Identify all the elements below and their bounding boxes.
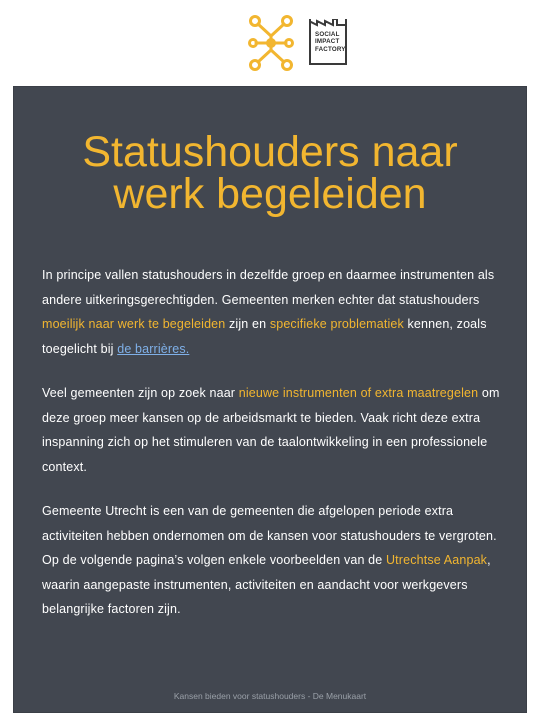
factory-roof-icon — [309, 19, 347, 27]
partner-logo-line2: IMPACT — [315, 38, 340, 46]
paragraph-3 — [42, 499, 512, 622]
molecule-icon — [248, 14, 294, 72]
content-panel — [14, 87, 526, 712]
p2-highlight-1: nieuwe instrumenten of extra maatregelen — [238, 386, 479, 400]
page-title — [14, 128, 526, 218]
p1-text-1: In principe vallen statushouders in dezelfde groep en daarmee instrumenten als andere uitkeringsgerechtigden. Gemeenten merken echter dat statushouders — [42, 268, 495, 307]
paragraph-2 — [42, 381, 512, 479]
p3-text-1: Gemeente Utrecht is een van de gemeenten die afgelopen periode extra activiteiten hebben ondernomen om de kansen voor statushouders te vergroten. Op de volgende pagina’s volgen enkele voorbeelden van de — [42, 504, 497, 567]
partner-logo-text — [315, 31, 346, 53]
social-impact-factory-logo — [309, 19, 347, 65]
p3-highlight-1: Utrechtse Aanpak — [386, 553, 488, 567]
p1-highlight-1: moeilijk naar werk te begeleiden — [42, 317, 226, 331]
title-line1: Statushouders naar — [82, 128, 458, 176]
p1-text-3: kennen, zoals toegelicht bij — [42, 317, 487, 356]
paragraph-1 — [42, 263, 512, 361]
partner-logo-line3: FACTORY — [315, 45, 346, 53]
p2-text-2: om deze groep meer kansen op de arbeidsmarkt te bieden. Vaak richt deze extra inspanning zich op het stimuleren van de taalontwikkeling in een professionele context. — [42, 386, 500, 474]
body-text — [42, 263, 512, 642]
p3-text-2: , waarin aangepaste instrumenten, activiteiten en aandacht voor werkgevers belangrijke factoren zijn. — [42, 553, 491, 616]
p2-text-1: Veel gemeenten zijn op zoek naar — [42, 386, 239, 400]
barrieres-link[interactable]: de barrières. — [117, 341, 190, 356]
title-line2: werk begeleiden — [113, 170, 427, 218]
partner-logo-line1: SOCIAL — [315, 31, 340, 38]
p1-text-2: zijn en — [225, 317, 270, 331]
p1-highlight-2: specifieke problematiek — [269, 317, 404, 331]
page-footer: Kansen bieden voor statushouders - De Menukaart — [173, 691, 367, 701]
